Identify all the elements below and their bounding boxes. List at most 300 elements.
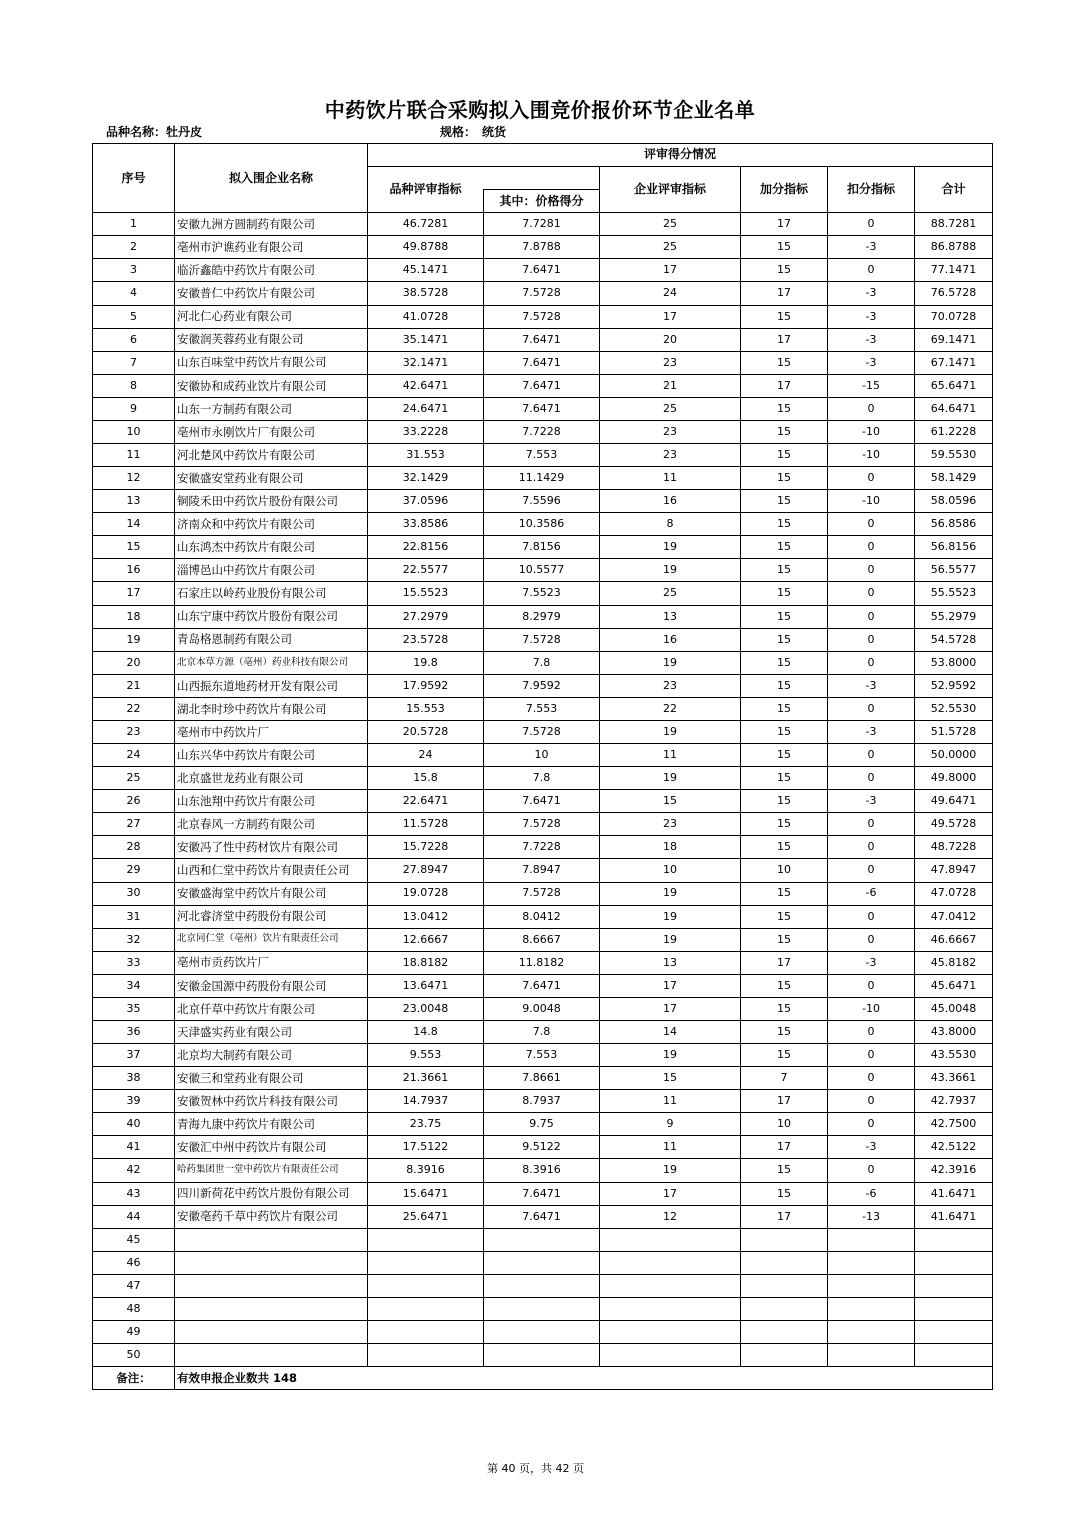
cell-deduction: -6 (828, 1182, 915, 1205)
cell-index: 44 (93, 1205, 175, 1228)
cell-total: 70.0728 (915, 305, 993, 328)
cell-company-name: 安徽贺林中药饮片科技有限公司 (175, 1090, 368, 1113)
table-row (93, 1044, 993, 1067)
cell-deduction: 0 (828, 536, 915, 559)
cell-company-name: 山东一方制药有限公司 (175, 397, 368, 420)
table-row (93, 997, 993, 1020)
cell-price-score: 8.7937 (484, 1090, 600, 1113)
cell-company-name: 亳州市永刚饮片厂有限公司 (175, 420, 368, 443)
cell-total (915, 1228, 993, 1251)
cell-total: 43.3661 (915, 1067, 993, 1090)
cell-price-score: 7.5728 (484, 282, 600, 305)
cell-variety-score: 15.8 (368, 767, 484, 790)
cell-index: 33 (93, 951, 175, 974)
cell-deduction: -3 (828, 790, 915, 813)
cell-price-score (484, 1297, 600, 1320)
cell-enterprise-score: 17 (600, 259, 741, 282)
cell-variety-score: 22.5577 (368, 559, 484, 582)
cell-index: 27 (93, 813, 175, 836)
table-row (93, 1020, 993, 1043)
cell-company-name (175, 1251, 368, 1274)
cell-price-score: 7.8 (484, 767, 600, 790)
cell-deduction: 0 (828, 628, 915, 651)
cell-total (915, 1297, 993, 1320)
cell-variety-score: 13.0412 (368, 905, 484, 928)
cell-total: 76.5728 (915, 282, 993, 305)
cell-enterprise-score: 19 (600, 928, 741, 951)
cell-enterprise-score: 19 (600, 559, 741, 582)
cell-price-score: 7.8156 (484, 536, 600, 559)
cell-total: 59.5530 (915, 444, 993, 467)
table-row (93, 605, 993, 628)
table-row (93, 1159, 993, 1182)
cell-total: 54.5728 (915, 628, 993, 651)
table-row (93, 651, 993, 674)
cell-enterprise-score: 11 (600, 1090, 741, 1113)
cell-deduction: 0 (828, 259, 915, 282)
cell-price-score: 7.553 (484, 1044, 600, 1067)
remark-label: 备注： (93, 1367, 175, 1390)
cell-bonus: 15 (741, 974, 828, 997)
cell-company-name: 安徽协和成药业饮片有限公司 (175, 374, 368, 397)
cell-company-name (175, 1297, 368, 1320)
cell-index: 48 (93, 1297, 175, 1320)
cell-variety-score: 41.0728 (368, 305, 484, 328)
cell-enterprise-score: 19 (600, 720, 741, 743)
cell-company-name: 安徽亳药千草中药饮片有限公司 (175, 1205, 368, 1228)
cell-index: 3 (93, 259, 175, 282)
table-row (93, 974, 993, 997)
cell-total: 42.7937 (915, 1090, 993, 1113)
cell-bonus: 17 (741, 374, 828, 397)
cell-enterprise-score: 17 (600, 974, 741, 997)
cell-enterprise-score (600, 1251, 741, 1274)
cell-index: 45 (93, 1228, 175, 1251)
cell-total: 43.5530 (915, 1044, 993, 1067)
cell-enterprise-score: 8 (600, 513, 741, 536)
cell-index: 8 (93, 374, 175, 397)
cell-variety-score (368, 1274, 484, 1297)
cell-index: 25 (93, 767, 175, 790)
table-row (93, 374, 993, 397)
cell-index: 1 (93, 213, 175, 236)
spec-info (440, 123, 506, 140)
cell-deduction: -3 (828, 951, 915, 974)
cell-price-score: 7.6471 (484, 374, 600, 397)
cell-company-name: 亳州市中药饮片厂 (175, 720, 368, 743)
cell-enterprise-score: 25 (600, 397, 741, 420)
cell-deduction: -3 (828, 1136, 915, 1159)
cell-variety-score: 18.8182 (368, 951, 484, 974)
cell-bonus: 15 (741, 674, 828, 697)
table-row (93, 467, 993, 490)
table-row (93, 1274, 993, 1297)
cell-enterprise-score: 24 (600, 282, 741, 305)
document-title: 中药饮片联合采购拟入围竞价报价环节企业名单 (324, 98, 756, 122)
cell-total (915, 1251, 993, 1274)
cell-total: 45.0048 (915, 997, 993, 1020)
cell-index: 7 (93, 351, 175, 374)
cell-total: 64.6471 (915, 397, 993, 420)
cell-company-name: 安徽汇中州中药饮片有限公司 (175, 1136, 368, 1159)
cell-variety-score: 23.5728 (368, 628, 484, 651)
cell-price-score: 7.8661 (484, 1067, 600, 1090)
cell-bonus: 10 (741, 1113, 828, 1136)
cell-variety-score: 38.5728 (368, 282, 484, 305)
cell-bonus: 15 (741, 997, 828, 1020)
cell-deduction: 0 (828, 513, 915, 536)
cell-price-score: 7.5728 (484, 813, 600, 836)
cell-index: 15 (93, 536, 175, 559)
cell-index: 19 (93, 628, 175, 651)
cell-variety-score: 11.5728 (368, 813, 484, 836)
cell-price-score: 7.6471 (484, 328, 600, 351)
cell-bonus: 15 (741, 397, 828, 420)
cell-bonus: 17 (741, 951, 828, 974)
spec-value: 统货 (482, 125, 507, 139)
cell-deduction (828, 1320, 915, 1343)
cell-enterprise-score: 19 (600, 882, 741, 905)
cell-company-name (175, 1320, 368, 1343)
cell-company-name: 北京本草方源（亳州）药业科技有限公司 (175, 651, 368, 674)
cell-index: 23 (93, 720, 175, 743)
cell-bonus: 15 (741, 444, 828, 467)
cell-index: 42 (93, 1159, 175, 1182)
header-bonus: 加分指标 (741, 167, 828, 213)
cell-deduction: 0 (828, 1067, 915, 1090)
cell-total: 69.1471 (915, 328, 993, 351)
cell-enterprise-score: 14 (600, 1020, 741, 1043)
cell-deduction (828, 1228, 915, 1251)
cell-total: 47.8947 (915, 859, 993, 882)
cell-deduction: 0 (828, 397, 915, 420)
cell-total: 61.2228 (915, 420, 993, 443)
cell-variety-score: 14.7937 (368, 1090, 484, 1113)
cell-enterprise-score: 12 (600, 1205, 741, 1228)
cell-deduction: -10 (828, 490, 915, 513)
table-row (93, 1067, 993, 1090)
table-row (93, 351, 993, 374)
header-price-score: 其中：价格得分 (484, 190, 600, 213)
cell-company-name: 安徽盛海堂中药饮片有限公司 (175, 882, 368, 905)
cell-variety-score: 33.8586 (368, 513, 484, 536)
table-row (93, 536, 993, 559)
cell-variety-score: 45.1471 (368, 259, 484, 282)
table-footer (93, 1367, 993, 1390)
table-header (93, 144, 993, 213)
header-total: 合计 (915, 167, 993, 213)
cell-total: 52.9592 (915, 674, 993, 697)
cell-company-name: 哈药集团世一堂中药饮片有限责任公司 (175, 1159, 368, 1182)
cell-deduction: 0 (828, 905, 915, 928)
cell-variety-score: 15.5523 (368, 582, 484, 605)
cell-price-score: 10.5577 (484, 559, 600, 582)
cell-price-score: 7.9592 (484, 674, 600, 697)
cell-price-score: 10 (484, 744, 600, 767)
table-row (93, 767, 993, 790)
cell-variety-score: 17.5122 (368, 1136, 484, 1159)
cell-company-name (175, 1274, 368, 1297)
cell-company-name: 济南众和中药饮片有限公司 (175, 513, 368, 536)
table-row (93, 582, 993, 605)
cell-price-score: 7.5523 (484, 582, 600, 605)
cell-bonus: 15 (741, 351, 828, 374)
table-row (93, 513, 993, 536)
cell-variety-score: 23.0048 (368, 997, 484, 1020)
cell-enterprise-score (600, 1297, 741, 1320)
cell-bonus: 15 (741, 305, 828, 328)
cell-index: 39 (93, 1090, 175, 1113)
cell-company-name: 亳州市沪谯药业有限公司 (175, 236, 368, 259)
cell-variety-score: 19.0728 (368, 882, 484, 905)
cell-enterprise-score: 19 (600, 536, 741, 559)
cell-total: 56.8586 (915, 513, 993, 536)
cell-index: 35 (93, 997, 175, 1020)
cell-total: 41.6471 (915, 1205, 993, 1228)
cell-bonus: 17 (741, 1205, 828, 1228)
cell-variety-score: 27.2979 (368, 605, 484, 628)
cell-variety-score: 35.1471 (368, 328, 484, 351)
cell-index: 30 (93, 882, 175, 905)
cell-bonus: 15 (741, 1182, 828, 1205)
cell-bonus: 15 (741, 605, 828, 628)
cell-variety-score: 17.9592 (368, 674, 484, 697)
cell-total: 77.1471 (915, 259, 993, 282)
cell-bonus: 15 (741, 882, 828, 905)
cell-enterprise-score: 21 (600, 374, 741, 397)
cell-variety-score: 24 (368, 744, 484, 767)
cell-enterprise-score (600, 1228, 741, 1251)
cell-variety-score: 20.5728 (368, 720, 484, 743)
cell-bonus (741, 1344, 828, 1367)
table-body (93, 213, 993, 1367)
cell-price-score: 10.3586 (484, 513, 600, 536)
cell-bonus: 10 (741, 859, 828, 882)
cell-deduction (828, 1344, 915, 1367)
cell-total: 45.8182 (915, 951, 993, 974)
cell-price-score: 7.6471 (484, 397, 600, 420)
table-row (93, 790, 993, 813)
cell-enterprise-score: 11 (600, 467, 741, 490)
header-blank (484, 167, 600, 190)
cell-price-score: 9.75 (484, 1113, 600, 1136)
cell-total (915, 1274, 993, 1297)
cell-bonus: 15 (741, 744, 828, 767)
table-row (93, 697, 993, 720)
cell-bonus: 15 (741, 720, 828, 743)
cell-price-score (484, 1228, 600, 1251)
cell-total: 47.0412 (915, 905, 993, 928)
cell-bonus: 15 (741, 628, 828, 651)
cell-index: 37 (93, 1044, 175, 1067)
cell-bonus: 7 (741, 1067, 828, 1090)
cell-deduction: 0 (828, 813, 915, 836)
table-row (93, 259, 993, 282)
cell-price-score: 7.5596 (484, 490, 600, 513)
cell-deduction: -3 (828, 282, 915, 305)
header-deduction: 扣分指标 (828, 167, 915, 213)
page-number: 第 40 页，共 42 页 (487, 1462, 584, 1475)
cell-total: 67.1471 (915, 351, 993, 374)
cell-company-name: 山东鸿杰中药饮片有限公司 (175, 536, 368, 559)
table-row (93, 282, 993, 305)
cell-deduction: 0 (828, 974, 915, 997)
cell-company-name: 石家庄以岭药业股份有限公司 (175, 582, 368, 605)
cell-company-name: 北京同仁堂（亳州）饮片有限责任公司 (175, 928, 368, 951)
cell-enterprise-score: 11 (600, 1136, 741, 1159)
cell-deduction: 0 (828, 582, 915, 605)
cell-company-name: 安徽润芙蓉药业有限公司 (175, 328, 368, 351)
cell-bonus: 15 (741, 559, 828, 582)
cell-deduction: 0 (828, 1044, 915, 1067)
cell-deduction: -3 (828, 305, 915, 328)
cell-variety-score: 9.553 (368, 1044, 484, 1067)
cell-index: 34 (93, 974, 175, 997)
cell-price-score: 7.6471 (484, 1205, 600, 1228)
cell-variety-score: 33.2228 (368, 420, 484, 443)
cell-bonus (741, 1320, 828, 1343)
cell-price-score: 7.8 (484, 651, 600, 674)
cell-total: 49.8000 (915, 767, 993, 790)
cell-total: 51.5728 (915, 720, 993, 743)
cell-enterprise-score: 18 (600, 836, 741, 859)
cell-index: 43 (93, 1182, 175, 1205)
table-row (93, 674, 993, 697)
cell-company-name: 安徽普仁中药饮片有限公司 (175, 282, 368, 305)
cell-bonus: 15 (741, 582, 828, 605)
cell-enterprise-score: 25 (600, 236, 741, 259)
cell-deduction (828, 1251, 915, 1274)
cell-price-score: 7.6471 (484, 351, 600, 374)
cell-company-name: 山东百味堂中药饮片有限公司 (175, 351, 368, 374)
table-row (93, 420, 993, 443)
cell-price-score: 11.8182 (484, 951, 600, 974)
table-row (93, 236, 993, 259)
variety-info (106, 123, 202, 140)
cell-bonus: 15 (741, 536, 828, 559)
cell-total: 47.0728 (915, 882, 993, 905)
cell-index: 36 (93, 1020, 175, 1043)
cell-total: 55.5523 (915, 582, 993, 605)
cell-total: 42.3916 (915, 1159, 993, 1182)
cell-price-score: 9.5122 (484, 1136, 600, 1159)
cell-variety-score: 21.3661 (368, 1067, 484, 1090)
cell-company-name: 铜陵禾田中药饮片股份有限公司 (175, 490, 368, 513)
cell-variety-score: 14.8 (368, 1020, 484, 1043)
cell-price-score: 11.1429 (484, 467, 600, 490)
table-row (93, 1182, 993, 1205)
cell-enterprise-score: 17 (600, 1182, 741, 1205)
cell-deduction: -10 (828, 420, 915, 443)
cell-bonus (741, 1228, 828, 1251)
cell-company-name: 湖北李时珍中药饮片有限公司 (175, 697, 368, 720)
cell-bonus: 17 (741, 1136, 828, 1159)
cell-enterprise-score: 16 (600, 628, 741, 651)
cell-enterprise-score: 17 (600, 305, 741, 328)
cell-price-score (484, 1344, 600, 1367)
table-row (93, 882, 993, 905)
cell-price-score: 7.6471 (484, 1182, 600, 1205)
cell-index: 4 (93, 282, 175, 305)
cell-enterprise-score: 23 (600, 351, 741, 374)
cell-bonus: 15 (741, 651, 828, 674)
cell-deduction: 0 (828, 1113, 915, 1136)
table-row (93, 397, 993, 420)
table-row (93, 1228, 993, 1251)
cell-total (915, 1344, 993, 1367)
cell-total: 56.8156 (915, 536, 993, 559)
cell-variety-score: 25.6471 (368, 1205, 484, 1228)
cell-bonus: 15 (741, 697, 828, 720)
cell-bonus (741, 1297, 828, 1320)
cell-deduction: -10 (828, 444, 915, 467)
cell-company-name: 北京均大制药有限公司 (175, 1044, 368, 1067)
cell-deduction: -3 (828, 720, 915, 743)
cell-bonus: 15 (741, 236, 828, 259)
cell-bonus: 17 (741, 1090, 828, 1113)
cell-bonus: 15 (741, 905, 828, 928)
cell-total: 49.6471 (915, 790, 993, 813)
cell-bonus: 15 (741, 790, 828, 813)
cell-company-name (175, 1228, 368, 1251)
cell-variety-score: 23.75 (368, 1113, 484, 1136)
table-row (93, 1090, 993, 1113)
cell-variety-score: 27.8947 (368, 859, 484, 882)
cell-variety-score: 15.7228 (368, 836, 484, 859)
cell-deduction: 0 (828, 1020, 915, 1043)
table-row (93, 951, 993, 974)
cell-price-score: 7.5728 (484, 882, 600, 905)
cell-enterprise-score (600, 1274, 741, 1297)
cell-deduction: 0 (828, 836, 915, 859)
cell-index: 11 (93, 444, 175, 467)
table-row (93, 1344, 993, 1367)
cell-enterprise-score: 25 (600, 582, 741, 605)
cell-deduction (828, 1274, 915, 1297)
cell-deduction: 0 (828, 213, 915, 236)
cell-company-name: 山西振东道地药材开发有限公司 (175, 674, 368, 697)
cell-variety-score: 49.8788 (368, 236, 484, 259)
cell-variety-score: 22.6471 (368, 790, 484, 813)
cell-enterprise-score: 20 (600, 328, 741, 351)
cell-deduction (828, 1297, 915, 1320)
cell-price-score: 7.5728 (484, 305, 600, 328)
cell-price-score: 8.0412 (484, 905, 600, 928)
cell-deduction: -3 (828, 236, 915, 259)
cell-deduction: -10 (828, 997, 915, 1020)
cell-index: 10 (93, 420, 175, 443)
cell-deduction: 0 (828, 1090, 915, 1113)
cell-bonus: 15 (741, 420, 828, 443)
cell-variety-score: 13.6471 (368, 974, 484, 997)
table-row (93, 490, 993, 513)
header-score-group: 评审得分情况 (368, 144, 993, 167)
cell-enterprise-score: 15 (600, 1067, 741, 1090)
cell-company-name: 北京春风一方制药有限公司 (175, 813, 368, 836)
cell-bonus: 17 (741, 328, 828, 351)
cell-total: 48.7228 (915, 836, 993, 859)
cell-bonus: 15 (741, 513, 828, 536)
cell-price-score: 7.5728 (484, 720, 600, 743)
cell-total: 55.2979 (915, 605, 993, 628)
cell-deduction: -6 (828, 882, 915, 905)
cell-total: 53.8000 (915, 651, 993, 674)
cell-enterprise-score: 23 (600, 444, 741, 467)
cell-enterprise-score: 9 (600, 1113, 741, 1136)
cell-total: 58.0596 (915, 490, 993, 513)
header-row (93, 144, 993, 167)
cell-total: 46.6667 (915, 928, 993, 951)
